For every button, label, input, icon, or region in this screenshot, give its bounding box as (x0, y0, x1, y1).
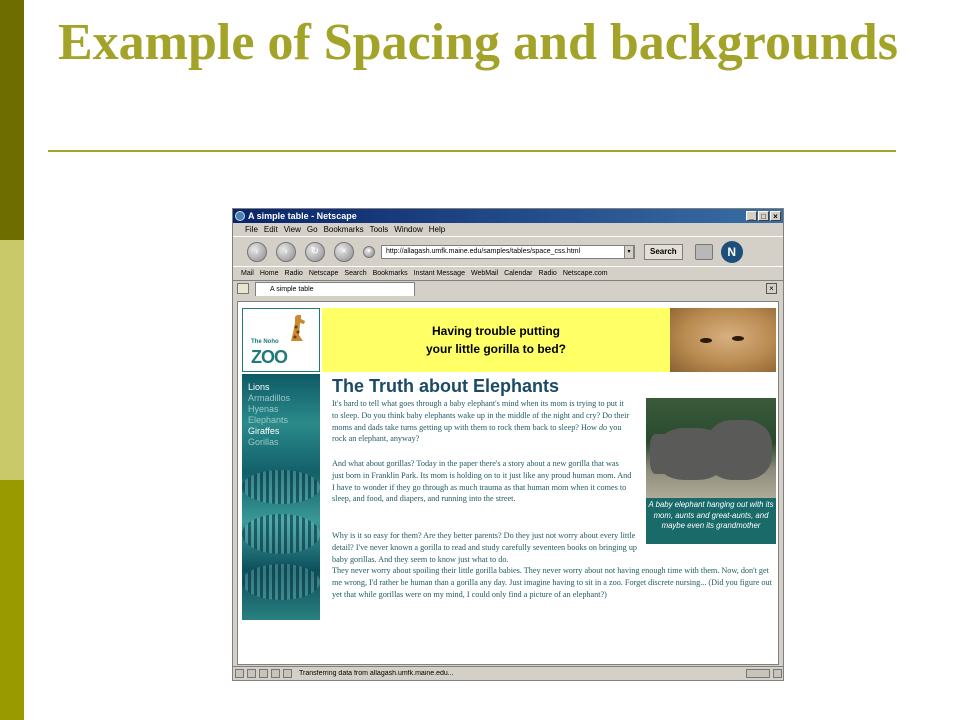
back-icon[interactable]: ‹ (247, 242, 267, 262)
elephant-trunk (650, 434, 668, 474)
menu-view[interactable]: View (283, 225, 301, 234)
fish-pattern (242, 564, 320, 600)
toolbar-item-instant-message[interactable]: Instant Message (413, 270, 465, 277)
menu-bar (233, 223, 783, 236)
logo-text-zoo: ZOO (251, 347, 287, 367)
slide-side-bar-bottom (0, 480, 24, 720)
nav-link-gorillas[interactable]: Gorillas (248, 437, 279, 447)
tab-a-simple-table[interactable]: A simple table (255, 282, 415, 296)
nav-link-armadillos[interactable]: Armadillos (248, 393, 291, 403)
paragraph-3-continued: They never worry about spoiling their little gorilla babies. They never worry about not having enough time with them. Now, don't get me wrong, I'd rather be human than a gorilla any day. Just imagine having to sit in a zoo. Forget discrete nursing... (Did you figure out yet that while gorillas were on my mind, I could only find a picture of an elephant?) (332, 566, 772, 599)
status-bar (233, 666, 784, 680)
toolbar-item-calendar[interactable]: Calendar (504, 270, 533, 277)
slide-side-bar-top (0, 0, 24, 240)
minimize-icon[interactable]: _ (746, 211, 757, 221)
reload-icon[interactable]: ↻ (305, 242, 325, 262)
toolbar-item-netscape-com[interactable]: Netscape.com (562, 270, 608, 277)
toolbar-item-bookmarks[interactable]: Bookmarks (372, 270, 408, 277)
fish-pattern (242, 470, 320, 504)
slide-side-bar-middle (0, 240, 24, 480)
address-book-icon[interactable] (271, 669, 280, 678)
banner-line-2: your little gorilla to bed? (425, 342, 566, 356)
toolbar-item-radio-2[interactable]: Radio (538, 270, 557, 277)
nav-link-lions[interactable]: Lions (248, 382, 270, 392)
composer-icon[interactable] (259, 669, 268, 678)
article-title: The Truth about Elephants (332, 376, 560, 396)
personal-toolbar (233, 266, 783, 280)
security-lock-icon (773, 669, 782, 678)
mail-icon[interactable] (247, 669, 256, 678)
new-tab-icon[interactable] (237, 283, 249, 294)
menu-window[interactable]: Window (394, 225, 423, 234)
photo-caption: A baby elephant hanging out with its mom, aunts and great-aunts, and maybe even its grandmother (646, 498, 776, 544)
paragraph-1 (332, 398, 632, 445)
url-input[interactable]: http://allagash.umfk.maine.edu/samples/tables/space_css.html (381, 245, 635, 259)
nav-link-giraffes[interactable]: Giraffes (248, 426, 280, 436)
paragraph-1-text: It's hard to tell what goes through a baby elephant's mind when its mom is trying to put it to sleep. Do you think baby elephants wake up in the middle of the night and cry? Do their moms and dads take turns getting up with them to rock them back to sleep? How (332, 399, 630, 432)
close-icon[interactable]: × (770, 211, 781, 221)
progress-icon (746, 669, 770, 678)
menu-edit[interactable]: Edit (263, 225, 278, 234)
stop-icon[interactable]: × (334, 242, 354, 262)
menu-bookmarks[interactable]: Bookmarks (323, 225, 364, 234)
menu-file[interactable]: File (245, 225, 258, 234)
netscape-logo-icon: N (721, 241, 743, 263)
tab-bar (233, 280, 783, 296)
elephant-photo (646, 398, 776, 498)
toolbar-item-netscape[interactable]: Netscape (308, 270, 339, 277)
lion-eye-left (700, 338, 712, 343)
lion-eye-right (732, 336, 744, 341)
title-divider (48, 150, 896, 152)
nav-link-hyenas[interactable]: Hyenas (248, 404, 279, 414)
netscape-app-icon (235, 211, 245, 221)
window-title: A simple table - Netscape (248, 211, 357, 221)
print-icon[interactable] (695, 244, 713, 260)
navigation-toolbar (233, 236, 783, 266)
slide-title: Example of Spacing and backgrounds (58, 14, 898, 71)
maximize-icon[interactable]: □ (758, 211, 769, 221)
paragraph-1-end: you rock an elephant, anyway? (332, 422, 622, 444)
close-tab-icon[interactable]: × (766, 283, 777, 294)
banner-line-1: Having trouble putting (432, 324, 560, 338)
browser-window (232, 208, 784, 681)
toolbar-item-search[interactable]: Search (344, 270, 367, 277)
menu-tools[interactable]: Tools (369, 225, 389, 234)
animal-menu (248, 382, 290, 448)
menu-go[interactable]: Go (306, 225, 318, 234)
paragraph-3: Why is it so easy for them? Are they better parents? Do they just not worry about every little detail? I've never known a gorilla to read and study carefully seventeen books on bringing up baby gorillas. And they seem to know just what to do. (332, 531, 638, 564)
toolbar-item-home[interactable]: Home (259, 270, 279, 277)
sidebar-navigation (242, 374, 320, 620)
banner-text (322, 322, 670, 358)
ad-banner[interactable] (322, 308, 670, 372)
logo-text-small: The Noho (251, 339, 279, 345)
lion-image (670, 308, 776, 372)
navigator-icon[interactable] (235, 669, 244, 678)
status-text: Transferring data from allagash.umfk.maine.edu... (299, 670, 454, 677)
forward-icon[interactable]: › (276, 242, 296, 262)
toolbar-item-webmail[interactable]: WebMail (470, 270, 499, 277)
im-icon[interactable] (283, 669, 292, 678)
toolbar-item-radio[interactable]: Radio (284, 270, 303, 277)
giraffe-image (283, 313, 309, 343)
menu-help[interactable]: Help (428, 225, 446, 234)
url-dropdown-icon[interactable]: ▾ (624, 245, 634, 259)
paragraph-2: And what about gorillas? Today in the paper there's a story about a new gorilla that was just born in Franklin Park. Its mom is holding on to it just like any proud human mom. And I have to wonder if they go through as much trauma as that human mom when it comes to sleep, and food, and diapers, and running into the street. (332, 459, 632, 504)
home-dropdown-icon[interactable]: ▾ (363, 246, 375, 258)
toolbar-item-mail[interactable]: Mail (241, 270, 254, 277)
zoo-logo[interactable] (242, 308, 320, 372)
fish-pattern (242, 514, 320, 554)
page-viewport (237, 301, 779, 665)
paragraph-1-emphasis: do (598, 422, 608, 432)
nav-link-elephants[interactable]: Elephants (248, 415, 289, 425)
window-titlebar (233, 209, 783, 223)
search-button[interactable]: Search (644, 244, 683, 260)
elephant-shape (706, 420, 772, 480)
